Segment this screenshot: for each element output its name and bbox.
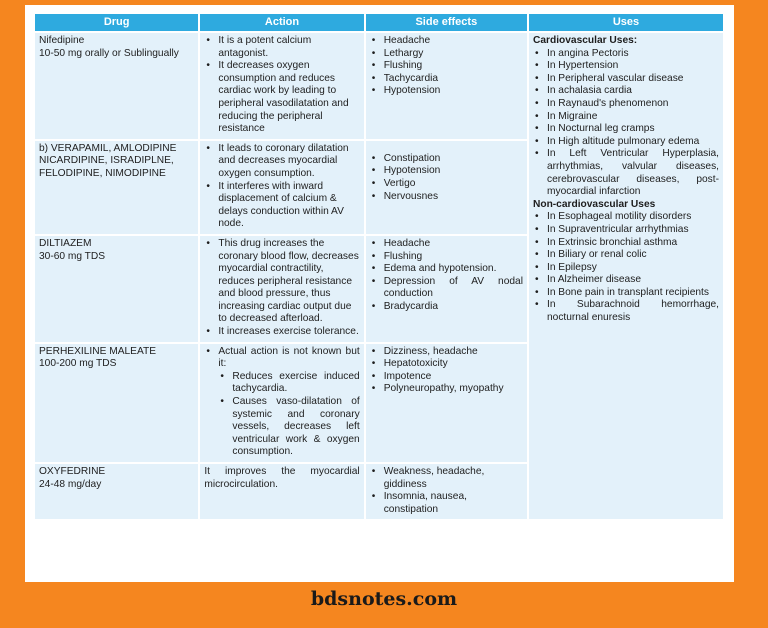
site-watermark: bdsnotes.com	[310, 588, 458, 610]
cardiovascular-uses-heading: Cardiovascular Uses:	[532, 35, 638, 46]
use-item: • In Left Ventricular Hyperplasia, arrhythmias, valvular diseases, cerebrovascular diseases, post-myocardial infarction	[533, 148, 719, 198]
action-intro: Actual action is not known but it:	[218, 345, 360, 370]
noncardiovascular-uses-heading: Non-cardiovascular Uses	[532, 198, 656, 210]
action-item	[204, 346, 359, 459]
use-item: • In Alzheimer disease	[533, 274, 719, 287]
drug-cell	[35, 464, 198, 519]
use-item: • In Supraventricular arrhythmias	[533, 224, 719, 237]
use-item: • In Nocturnal leg cramps	[533, 123, 719, 136]
drug-dose: 10-50 mg orally or Sublingually	[39, 47, 179, 59]
side-effect-item: • Nervousnes	[370, 191, 523, 204]
drug-dose: 100-200 mg TDS	[39, 358, 117, 370]
drug-cell	[35, 33, 198, 139]
side-effect-item: • Headache	[370, 35, 523, 48]
use-item: • In Subarachnoid hemorrhage, nocturnal enuresis	[533, 299, 719, 324]
side-effects-cell	[366, 33, 527, 139]
side-effect-item: • Headache	[370, 238, 523, 251]
side-effect-item: • Tachycardia	[370, 73, 523, 86]
use-item: • In Hypertension	[533, 60, 719, 73]
drug-table	[33, 12, 725, 521]
use-item: • In Raynaud's phenomenon	[533, 98, 719, 111]
side-effect-item: • Flushing	[370, 60, 523, 73]
drug-name: PERHEXILINE MALEATE	[39, 345, 157, 357]
use-item: • In Bone pain in transplant recipients	[533, 287, 719, 300]
use-item: • In Esophageal motility disorders	[533, 211, 719, 224]
use-item: • In achalasia cardia	[533, 85, 719, 98]
drug-name: b) VERAPAMIL, AMLODIPINE NICARDIPINE, ISRADIPLNE, FELODIPINE, NIMODIPINE	[39, 142, 177, 179]
side-effect-item: • Dizziness, headache	[370, 346, 523, 359]
side-effect-item: • Depression of AV nodal conduction	[370, 276, 523, 301]
header-drug: Drug	[35, 14, 198, 31]
side-effect-item: • Constipation	[370, 153, 523, 166]
use-item: • In High altitude pulmonary edema	[533, 136, 719, 149]
side-effects-cell	[366, 141, 527, 234]
action-item: • It increases exercise tolerance.	[204, 326, 359, 339]
action-subitem: • Reduces exercise induced tachycardia.	[218, 371, 359, 396]
drug-dose: 30-60 mg TDS	[39, 250, 106, 262]
use-item: • In Migraine	[533, 111, 719, 124]
side-effect-item: • Insomnia, nausea, constipation	[370, 491, 523, 516]
use-item: • In angina Pectoris	[533, 48, 719, 61]
side-effects-cell	[366, 464, 527, 519]
side-effect-item: • Bradycardia	[370, 301, 523, 314]
action-item: • It is a potent calcium antagonist.	[204, 35, 359, 60]
side-effects-cell	[366, 344, 527, 462]
side-effect-item: • Hypotension	[370, 165, 523, 178]
side-effects-cell	[366, 236, 527, 342]
side-effect-item: • Flushing	[370, 251, 523, 264]
side-effect-item: • Polyneuropathy, myopathy	[370, 383, 523, 396]
drug-dose: 24-48 mg/day	[39, 478, 102, 490]
action-item: • This drug increases the coronary blood flow, decreases myocardial contractility, reduces peripheral resistance and blood pressure, thus increasing cardiac output due to decreased afterload.	[204, 238, 359, 326]
header-row	[35, 14, 723, 31]
action-cell	[200, 464, 363, 519]
header-action: Action	[200, 14, 363, 31]
drug-name: OXYFEDRINE	[39, 466, 106, 477]
use-item: • In Extrinsic bronchial asthma	[533, 237, 719, 250]
side-effect-item: • Hepatotoxicity	[370, 358, 523, 371]
uses-cell	[529, 33, 723, 519]
drug-cell	[35, 141, 198, 234]
action-text: It improves the myocardial microcirculation.	[204, 466, 360, 490]
action-subitem: • Causes vaso-dilatation of systemic and coronary vessels, decreases left ventricular work & oxygen consumption.	[218, 396, 359, 459]
side-effect-item: • Vertigo	[370, 178, 523, 191]
drug-name: Nifedipine	[39, 35, 85, 46]
drug-cell	[35, 344, 198, 462]
side-effect-item: • Lethargy	[370, 48, 523, 61]
header-uses: Uses	[529, 14, 723, 31]
side-effect-item: • Hypotension	[370, 85, 523, 98]
header-side-effects: Side effects	[366, 14, 527, 31]
use-item: • In Peripheral vascular disease	[533, 73, 719, 86]
table-row	[35, 33, 723, 139]
use-item: • In Biliary or renal colic	[533, 249, 719, 262]
side-effect-item: • Edema and hypotension.	[370, 263, 523, 276]
action-item: • It interferes with inward displacement of calcium & delays conduction within AV node.	[204, 181, 359, 231]
action-cell	[200, 141, 363, 234]
action-cell	[200, 344, 363, 462]
side-effect-item: • Impotence	[370, 371, 523, 384]
drug-cell	[35, 236, 198, 342]
content-card	[25, 5, 734, 582]
side-effect-item: • Weakness, headache, giddiness	[370, 466, 523, 491]
action-cell	[200, 33, 363, 139]
action-item: • It decreases oxygen consumption and reduces cardiac work by leading to peripheral vasodilatation and reducing the peripheral resistance	[204, 60, 359, 136]
drug-name: DILTIAZEM	[39, 237, 92, 249]
use-item: • In Epilepsy	[533, 262, 719, 275]
action-item: • It leads to coronary dilatation and decreases myocardial oxygen consumption.	[204, 143, 359, 181]
action-cell	[200, 236, 363, 342]
